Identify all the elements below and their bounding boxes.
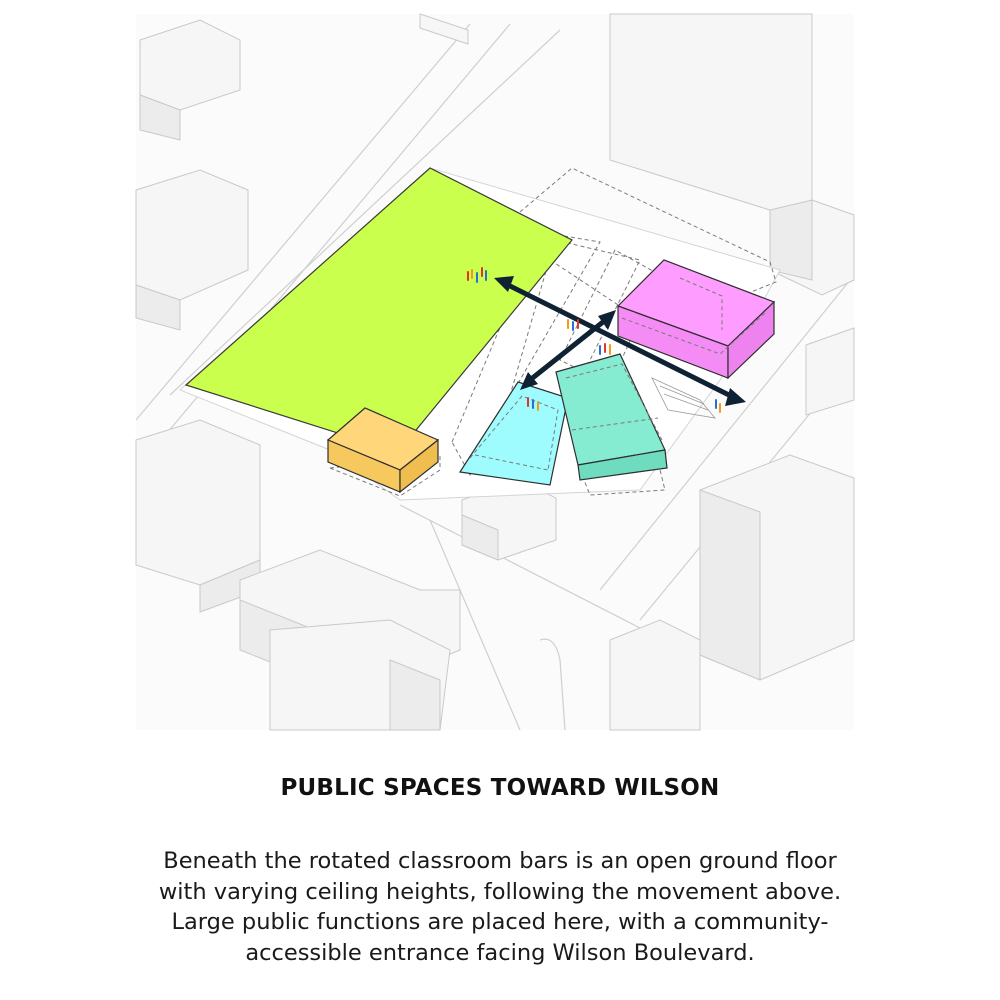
caption-line: accessible entrance facing Wilson Boulevard. xyxy=(245,939,755,966)
caption-line: Large public functions are placed here, with a community- xyxy=(171,909,829,935)
caption-body xyxy=(120,846,880,968)
caption-title: PUBLIC SPACES TOWARD WILSON xyxy=(280,775,720,801)
caption-line: with varying ceiling heights, following the movement above. xyxy=(158,878,842,905)
caption-line: Beneath the rotated classroom bars is an open ground floor xyxy=(163,848,837,874)
